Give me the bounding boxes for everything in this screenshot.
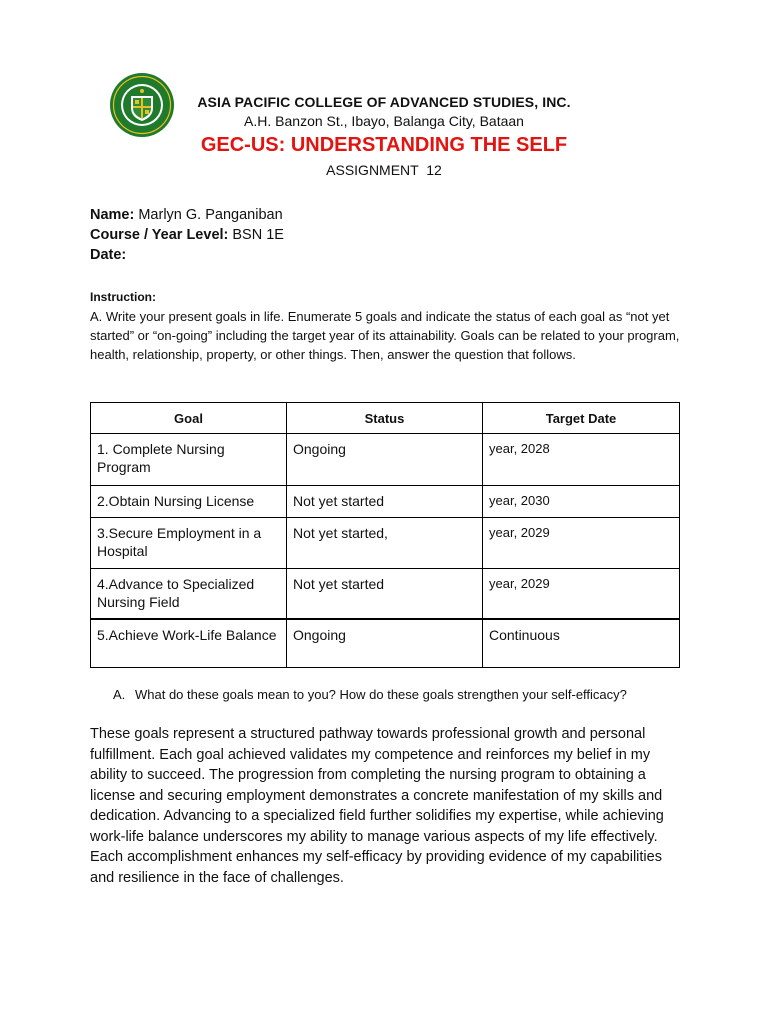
- name-value: Marlyn G. Panganiban: [134, 207, 283, 223]
- school-name-text: ASIA PACIFIC COLLEGE OF ADVANCED STUDIES, INC.: [197, 94, 571, 110]
- question-text: What do these goals mean to you? How do these goals strengthen your self-efficacy?: [135, 687, 627, 702]
- table-row: [91, 569, 680, 619]
- header-target-date: Target Date: [483, 403, 680, 434]
- status-cell: Ongoing: [287, 434, 483, 486]
- header-status: Status: [287, 403, 483, 434]
- status-cell: Ongoing: [287, 619, 483, 668]
- school-name: [0, 94, 768, 110]
- goal-cell: 2.Obtain Nursing License: [91, 486, 287, 518]
- status-cell: Not yet started,: [287, 518, 483, 569]
- target-date-cell: Continuous: [483, 619, 680, 668]
- name-line: [90, 205, 284, 225]
- goal-cell: 3.Secure Employment in a Hospital: [91, 518, 287, 569]
- table-row: [91, 434, 680, 486]
- answer-paragraph: These goals represent a structured pathway towards professional growth and personal fulfillment. Each goal achieved validates my competence and reinforces my belief in my ability to succeed. The progression from completing the nursing program to obtaining a license and securing employment demonstrates a concrete manifestation of my skills and dedication. Advancing to a specialized field further solidifies my expertise, while achieving work-life balance underscores my ability to manage various aspects of my life effectively. Each accomplishment enhances my self-efficacy by providing evidence of my capabilities and resilience in the face of challenges.: [90, 726, 664, 886]
- status-cell: Not yet started: [287, 569, 483, 619]
- target-date-cell: year, 2029: [483, 569, 680, 619]
- target-date-cell: year, 2028: [483, 434, 680, 486]
- instruction-title: Instruction:: [90, 290, 156, 304]
- goal-cell: 5.Achieve Work-Life Balance: [91, 619, 287, 668]
- course-line: [90, 225, 284, 245]
- school-address: A.H. Banzon St., Ibayo, Balanga City, Bataan: [244, 113, 524, 129]
- status-cell: Not yet started: [287, 486, 483, 518]
- table-row: [91, 619, 680, 668]
- table-header-row: [91, 403, 680, 434]
- goal-cell: 4.Advance to Specialized Nursing Field: [91, 569, 287, 619]
- course-title: GEC-US: UNDERSTANDING THE SELF: [200, 134, 568, 156]
- target-date-cell: year, 2029: [483, 518, 680, 569]
- goals-table: [90, 402, 680, 668]
- course-label: Course / Year Level:: [90, 227, 229, 243]
- student-info: [90, 205, 284, 265]
- header-goal: Goal: [91, 403, 287, 434]
- goal-cell: 1. Complete Nursing Program: [91, 434, 287, 486]
- date-label: Date:: [90, 247, 127, 263]
- assignment-title: ASSIGNMENT 12: [326, 162, 442, 178]
- date-line: [90, 245, 284, 265]
- question: [113, 687, 627, 702]
- table-row: [91, 518, 680, 569]
- question-letter: A.: [113, 687, 126, 702]
- name-label: Name:: [90, 207, 135, 223]
- table-row: [91, 486, 680, 518]
- course-value: BSN 1E: [228, 227, 284, 243]
- instruction-text: A. Write your present goals in life. Enumerate 5 goals and indicate the status of each goal as “not yet started” or “on-going” including the target year of its attainability. Goals can be related to your program, health, relationship, property, or other things. Then, answer the question that follows.: [90, 309, 680, 362]
- target-date-cell: year, 2030: [483, 486, 680, 518]
